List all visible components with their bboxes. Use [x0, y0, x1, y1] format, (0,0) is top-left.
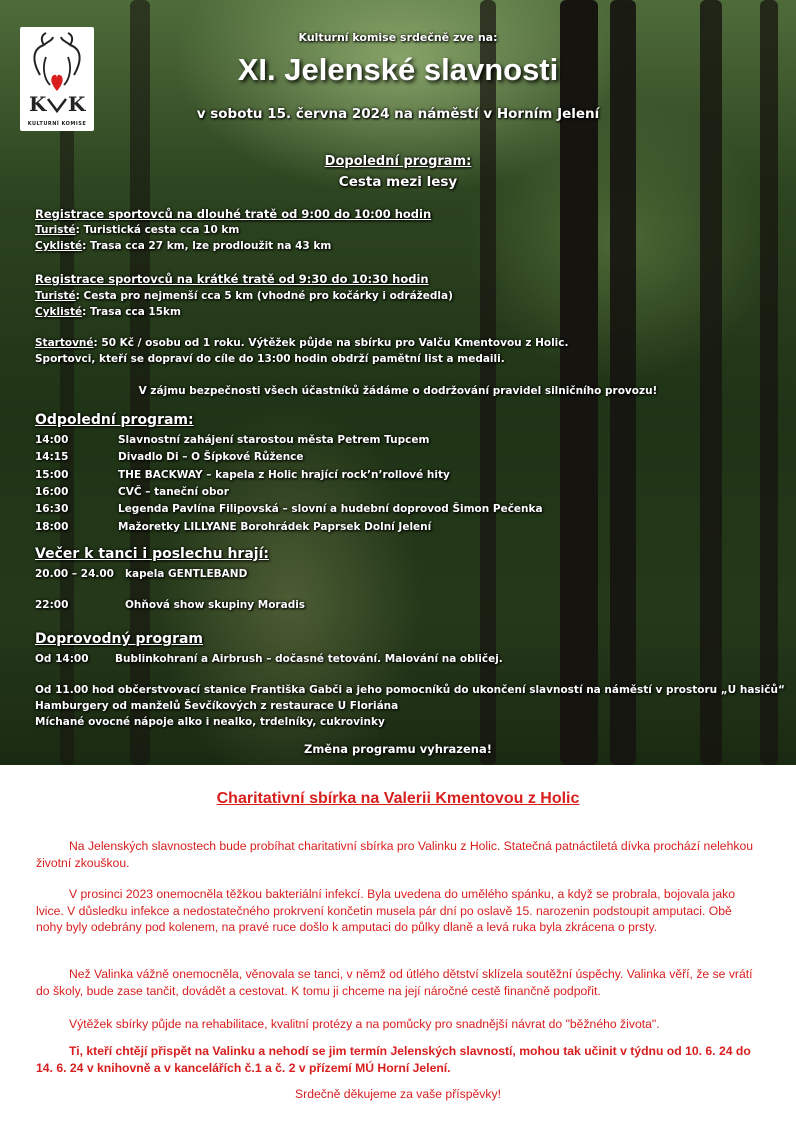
evening-time-2: 22:00	[35, 599, 69, 611]
charity-paragraph-1: Na Jelenských slavnostech bude probíhat charitativní sbírka pro Valinku z Holic. Statečná patnáctiletá dívka prochází nelehkou životní zkouškou.	[36, 839, 754, 870]
tourists-text: : Cesta pro nejmenší cca 5 km (vhodné pro kočárky i odrážedla)	[75, 290, 453, 302]
evening-act-1: kapela GENTLEBAND	[125, 568, 248, 580]
refreshment-line-1: Od 11.00 hod občerstvovací stanice Františka Gabči a jeho pomocníků do ukončení slavností na náměstí v prostoru „U hasičů“	[35, 684, 785, 696]
charity-paragraph-3: Než Valinka vážně onemocněla, věnovala se tanci, v němž od útlého dětství sklízela soutěžní úspěchy. Valinka věří, že se vrátí do školy, bude zase tančit, dovádět a cestovat. K tomu ji chceme na její náročné cestě finančně podpořit.	[36, 967, 753, 998]
charity-paragraph-5: Ti, kteří chtějí přispět na Valinku a nehodí se jim termín Jelenských slavností, mohou tak učinit v týdnu od 10. 6. 24 do 14. 6. 24 v knihovně a v kancelářích č.1 a č. 2 v přízemí MÚ Horní Jelení.	[36, 1044, 751, 1075]
tourists-label: Turisté	[35, 290, 76, 302]
afternoon-act: Divadlo Di – O Šípkové Růžence	[118, 451, 304, 464]
evening-time-1: 20.00 – 24.00	[35, 568, 114, 580]
event-date-place: v sobotu 15. června 2024 na náměstí v Horním Jelení	[196, 106, 600, 122]
refreshment-line-3: Míchané ovocné nápoje alko i nealko, trdelníky, cukrovinky	[35, 716, 385, 728]
cyclists-text: : Trasa cca 27 km, lze prodloužit na 43 km	[82, 240, 332, 252]
cyclists-text: : Trasa cca 15km	[82, 306, 181, 318]
logo-caption: KULTURNÍ KOMISE	[27, 121, 87, 127]
accompanying-text: Bublinkohraní a Airbrush – dočasné tetování. Malování na obličej.	[115, 653, 503, 665]
morning-subheading: Cesta mezi lesy	[338, 174, 458, 190]
charity-paragraph-4: Výtěžek sbírky půjde na rehabilitace, kvalitní protézy a na pomůcky pro snadnější návrat do "běžného života".	[69, 1017, 660, 1031]
entry-fee-text: : 50 Kč / osobu od 1 roku. Výtěžek půjde na sbírku pro Valču Kmentovou z Holic.	[93, 337, 569, 349]
afternoon-time: 18:00	[35, 520, 69, 533]
charity-paragraph-2: V prosinci 2023 onemocněla těžkou bakteriální infekcí. Byla uvedena do umělého spánku, a když se probrala, bojovala jako lvice. V důsledku infekce a nedostatečného prokrvení končetin musela pár dní po oslavě 15. narozenin podstoupit amputaci. Obě nohy byly odebrány pod kolenem, na pravé ruce došlo k amputaci do půlky dlaně a levá ruka byla zkrácena o prsty.	[36, 887, 735, 934]
entry-fee-label: Startovné	[35, 337, 94, 349]
program-change-note: Změna programu vyhrazena!	[303, 742, 492, 756]
svg-text:K: K	[68, 92, 86, 116]
svg-text:K: K	[29, 92, 47, 116]
afternoon-time: 16:30	[35, 503, 69, 516]
short-tourists-line	[35, 290, 453, 302]
tourists-text: : Turistická cesta cca 10 km	[75, 224, 240, 236]
accompanying-heading: Doprovodný program	[35, 631, 204, 647]
tourists-label: Turisté	[35, 224, 76, 236]
long-cyclists-line	[35, 240, 331, 252]
evening-heading: Večer k tanci i poslechu hrají:	[35, 546, 269, 562]
cyclists-label: Cyklisté	[35, 306, 83, 318]
afternoon-heading: Odpolední program:	[35, 412, 194, 428]
charity-title: Charitativní sbírka na Valerii Kmentovou z Holic	[216, 790, 580, 807]
medal-note: Sportovci, kteří se dopraví do cíle do 13:00 hodin obdrží pamětní list a medaili.	[35, 353, 505, 365]
accompanying-time: Od 14:00	[35, 653, 89, 665]
long-tourists-line	[35, 224, 239, 236]
invite-line: Kulturní komise srdečně zve na:	[298, 31, 498, 44]
thanks-note: Srdečně děkujeme za vaše příspěvky!	[295, 1087, 501, 1101]
afternoon-time: 14:15	[35, 451, 69, 464]
afternoon-time: 14:00	[35, 434, 69, 446]
cyclists-label: Cyklisté	[35, 240, 83, 252]
safety-note: V zájmu bezpečnosti všech účastníků žádáme o dodržování pravidel silničního provozu!	[138, 385, 658, 397]
long-track-registration: Registrace sportovců na dlouhé tratě od 9:00 do 10:00 hodin	[35, 207, 432, 221]
afternoon-act: CVČ – taneční obor	[118, 485, 229, 498]
afternoon-act: Mažoretky LILLYANE Borohrádek Paprsek Dolní Jelení	[118, 520, 432, 533]
short-cyclists-line	[35, 306, 181, 318]
short-track-registration: Registrace sportovců na krátké tratě od 9:30 do 10:30 hodin	[35, 272, 429, 286]
morning-heading: Dopolední program:	[324, 154, 472, 169]
afternoon-act: Slavnostní zahájení starostou města Petrem Tupcem	[118, 434, 430, 446]
evening-act-2: Ohňová show skupiny Moradis	[125, 599, 306, 611]
refreshment-line-2: Hamburgery od manželů Ševčíkových z restaurace U Floriána	[35, 700, 399, 712]
afternoon-act: Legenda Pavlína Filipovská – slovní a hudební doprovod Šimon Pečenka	[118, 503, 543, 516]
afternoon-time: 15:00	[35, 468, 69, 481]
page-title: XI. Jelenské slavnosti	[237, 52, 559, 87]
afternoon-time: 16:00	[35, 485, 69, 498]
afternoon-act: THE BACKWAY – kapela z Holic hrající rock’n’rollové hity	[118, 468, 450, 481]
entry-fee-line	[35, 337, 569, 349]
